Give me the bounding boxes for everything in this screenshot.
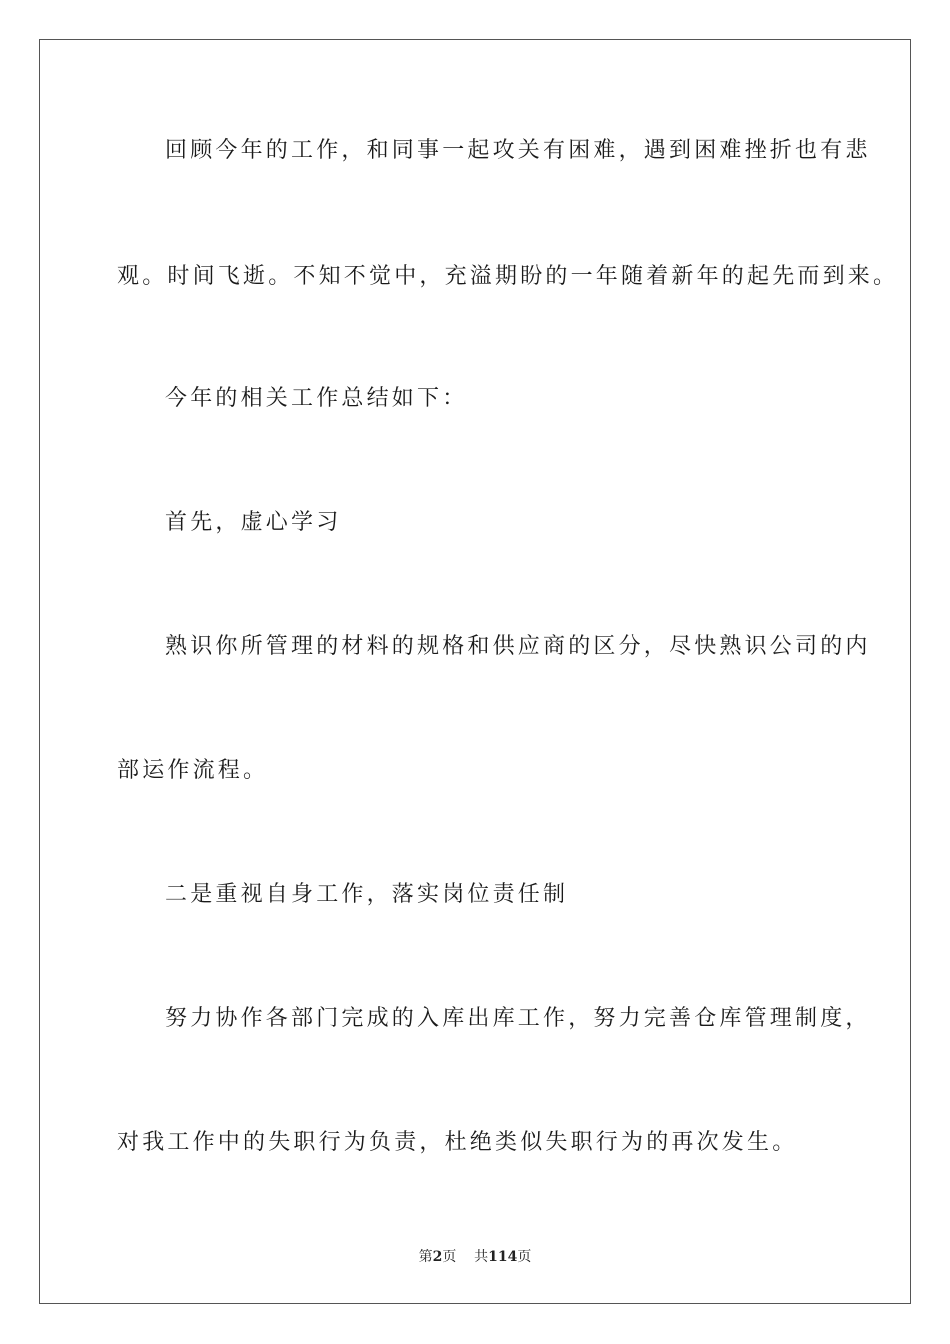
paragraph-line-3: 今年的相关工作总结如下： [165,386,468,411]
page-number: 2 [432,1249,443,1265]
page-suffix: 页 [442,1249,457,1265]
section-heading-2: 二是重视自身工作，落实岗位责任制 [165,882,569,907]
total-pages: 114 [488,1249,518,1265]
paragraph-line-1: 回顾今年的工作，和同事一起攻关有困难，遇到困难挫折也有悲 [165,138,871,163]
page-prefix: 第 [418,1249,433,1265]
paragraph-line-6: 努力协作各部门完成的入库出库工作，努力完善仓库管理制度， [165,1006,871,1031]
paragraph-line-5: 部运作流程。 [117,758,269,783]
paragraph-line-4: 熟识你所管理的材料的规格和供应商的区分，尽快熟识公司的内 [165,634,871,659]
page-footer [0,1247,950,1267]
section-heading-1: 首先，虚心学习 [165,510,342,535]
paragraph-line-7: 对我工作中的失职行为负责，杜绝类似失职行为的再次发生。 [117,1130,798,1155]
paragraph-line-2: 观。时间飞逝。不知不觉中，充溢期盼的一年随着新年的起先而到来。 [117,264,899,289]
total-suffix: 页 [517,1249,532,1265]
page-border [39,39,911,1304]
total-prefix: 共 [474,1249,489,1265]
